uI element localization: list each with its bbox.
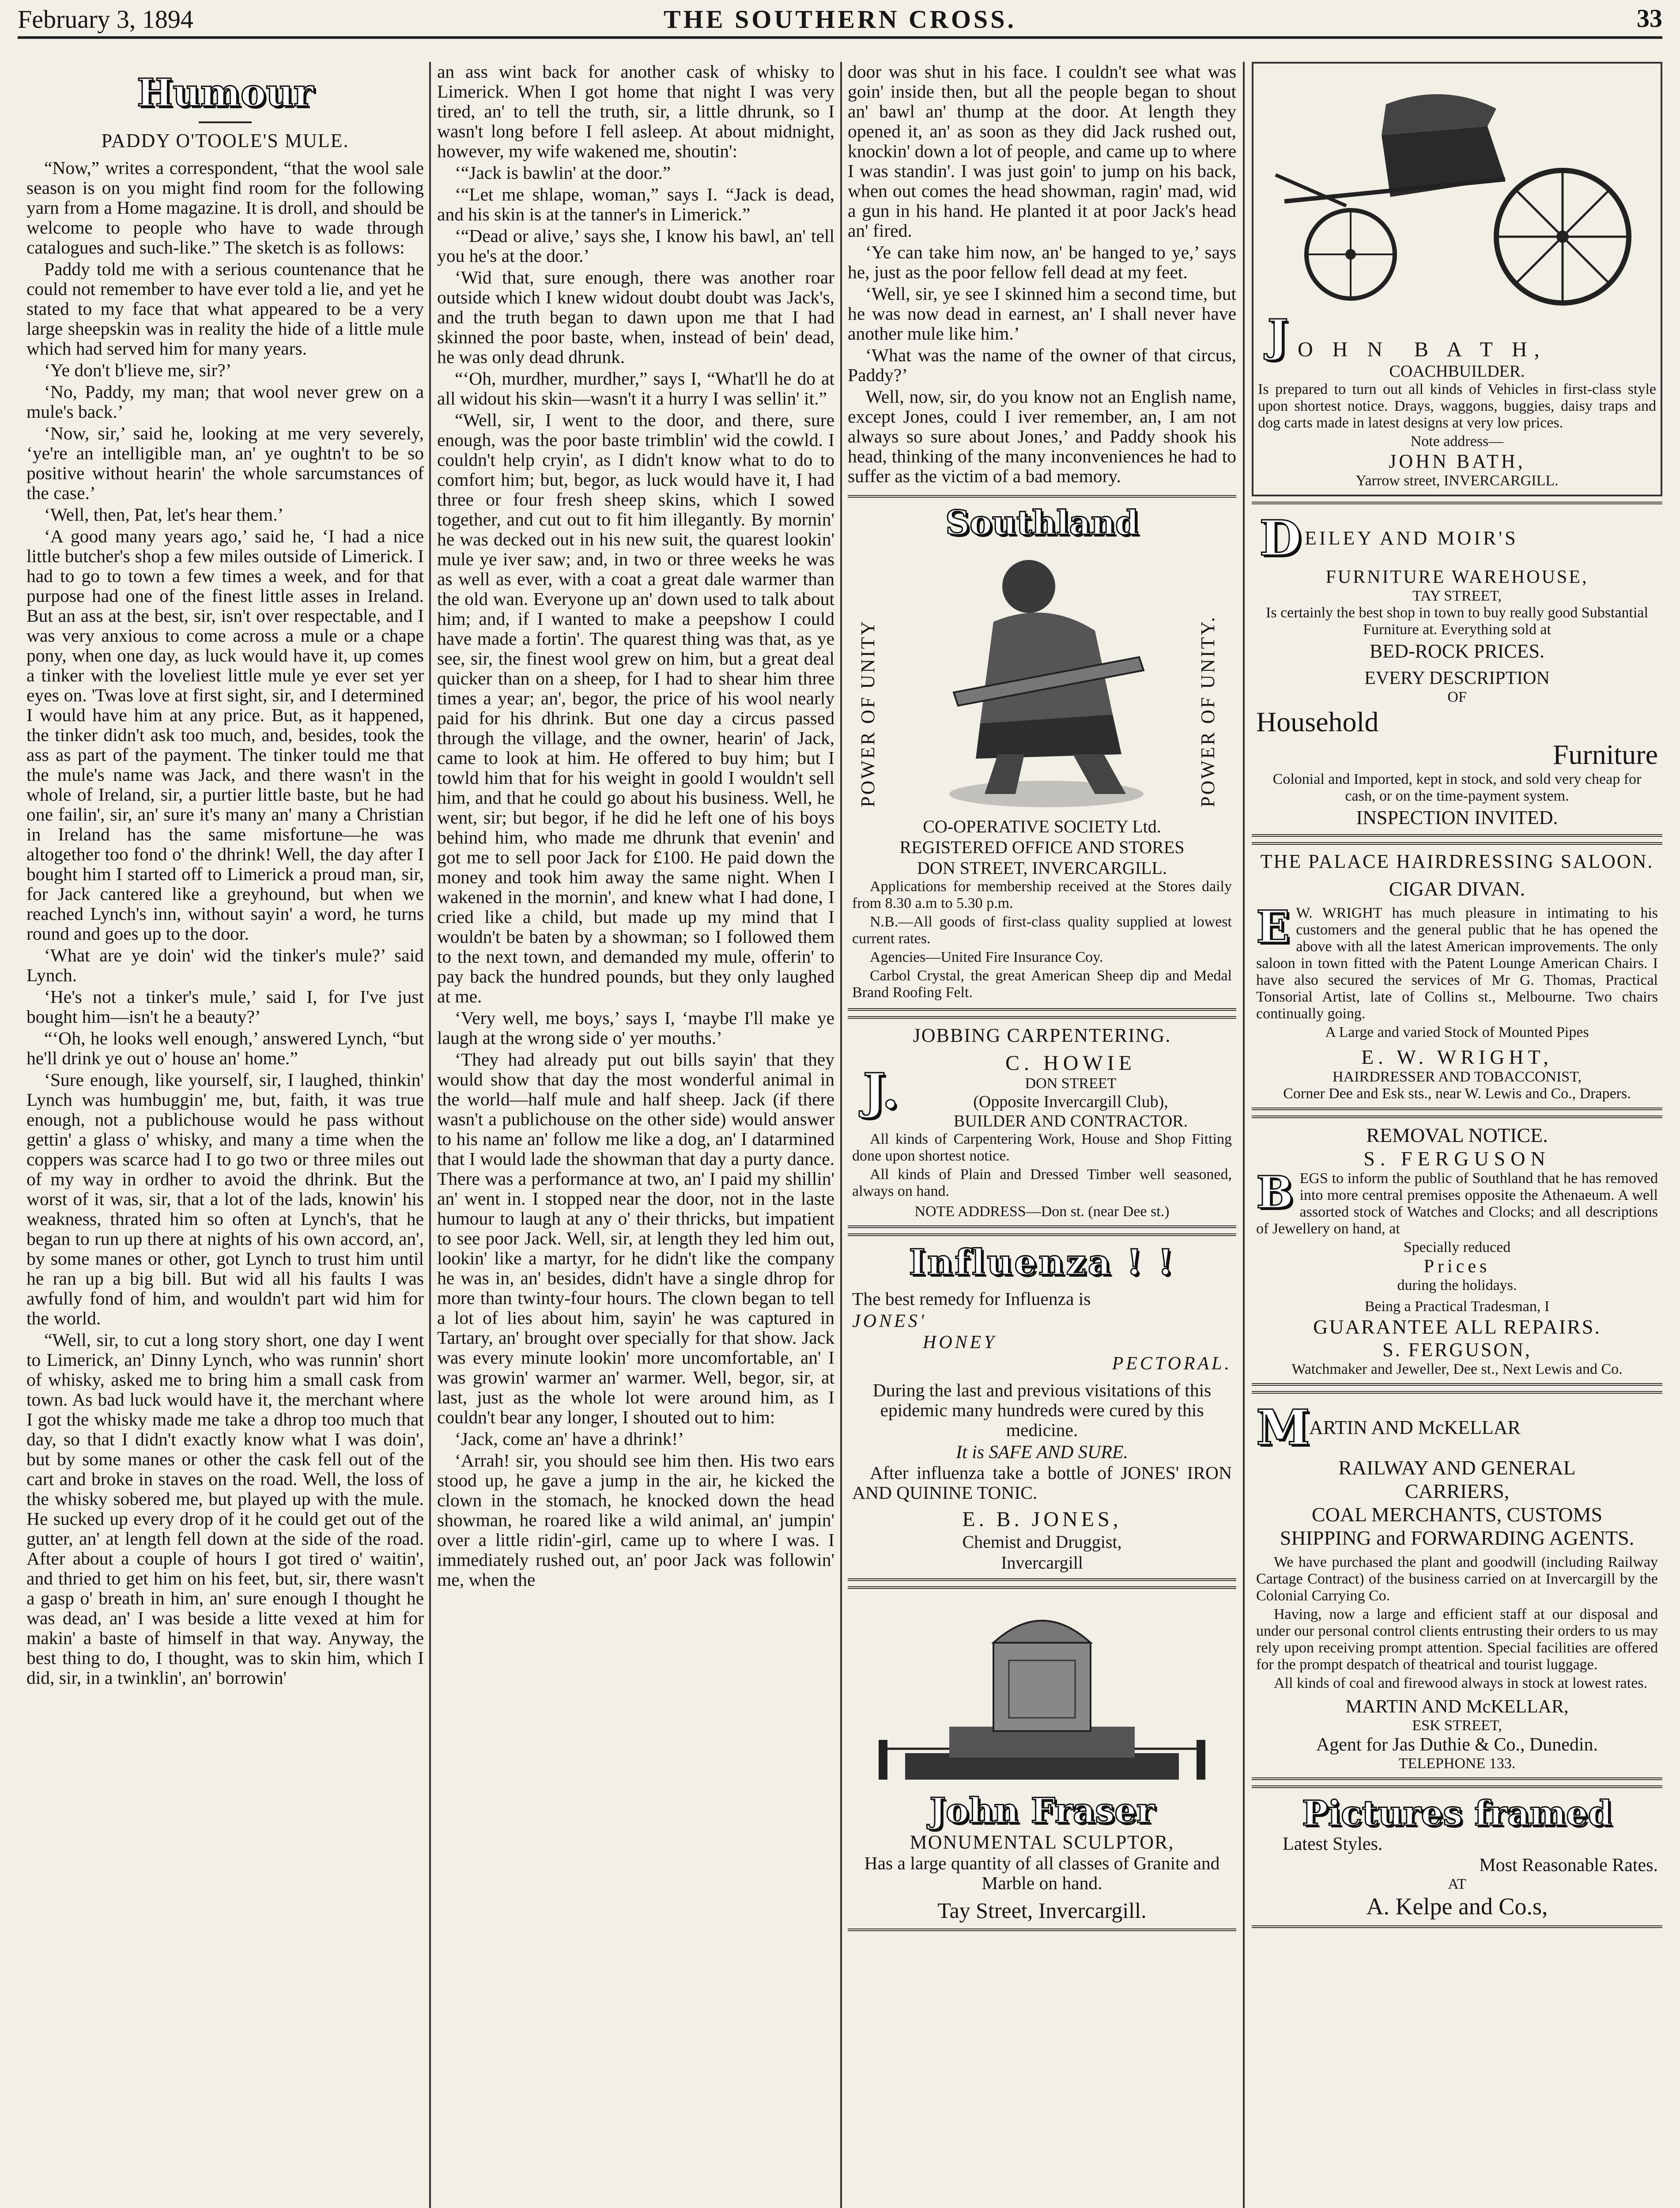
firm-name: A. Kelpe and Co.s,	[1366, 1893, 1548, 1920]
fraser-address: Tay Street, Invercargill.	[937, 1898, 1147, 1923]
deiley-moir-furniture-ad	[1252, 502, 1662, 837]
story-paragraph: ‘Very well, me boys,’ says I, ‘maybe I'll make ye laugh at the wrong side o' yer mouths.’	[437, 1008, 834, 1048]
proprietor-name: E. W. WRIGHT,	[1361, 1046, 1553, 1068]
household-word: Household	[1256, 706, 1379, 737]
ad-text: Applications for membership received at the Stores daily from 8.30 a.m to 5.30 p.m.	[852, 878, 1232, 911]
southland-cooperative-ad	[848, 495, 1236, 1011]
chemist-name: E. B. JONES,	[962, 1508, 1122, 1531]
street: DON STREET	[1025, 1075, 1117, 1092]
address-note: Note address—	[1410, 433, 1504, 450]
masthead	[18, 4, 1662, 39]
story-paragraph: “Now,” writes a correspondent, “that the wool sale season is on you might find room for the following yarn from a Home magazine. It is droll, and should be welcome to people who have to wade through catalogues and such-like.” The sketch is as follows:	[26, 158, 424, 257]
ad-text: The best remedy for Influenza is	[852, 1289, 1091, 1309]
ad-text: W. WRIGHT has much pleasure in intimating to his customers and the general public that he has opened the above with all the latest American improvements. The only saloon in town fitted with the Patent Lounge American Chairs. I have also secured the services of Mr G. Thomas, Practical Tonsorial Artist, late of Collins st., Melbourne. Two chairs continually going.	[1256, 905, 1658, 1022]
issue-date: February 3, 1894	[18, 5, 193, 34]
trade: HAIRDRESSER AND TOBACCONIST,	[1333, 1069, 1582, 1085]
drop-initial: B	[1256, 1166, 1294, 1218]
man-breaking-sticks-illustration	[927, 547, 1166, 812]
holidays-line: during the holidays.	[1397, 1277, 1517, 1293]
story-paragraph: ‘“Jack is bawlin' at the door.”	[455, 163, 671, 183]
street: ESK STREET,	[1412, 1717, 1502, 1734]
story-paragraph: ‘Wid that, sure enough, there was another roar outside which I knew widout doubt doubt was Jack's, and the truth began to dawn upon me that I had skinned the poor baste, when, instead of bein' dead, he was only dead dhrunk.	[437, 267, 834, 367]
column-humour	[26, 62, 424, 2208]
agent-line: Agent for Jas Duthie & Co., Dunedin.	[1316, 1735, 1598, 1755]
drop-initial: D	[1259, 510, 1302, 567]
john-bath-ad	[1252, 62, 1662, 496]
howie-name-block	[852, 1051, 1232, 1131]
trade: COACHBUILDER.	[1389, 362, 1525, 381]
every-description: EVERY DESCRIPTION	[1364, 668, 1550, 688]
ad-text: Agencies—United Fire Insurance Coy.	[870, 949, 1103, 965]
story-paragraph: ‘Ye don't b'lieve me, sir?’	[44, 360, 232, 380]
tradesman-line: Being a Practical Tradesman, I	[1364, 1298, 1550, 1315]
ad-text: Is prepared to turn out all kinds of Vehicles in first-class style upon shortest notice. Drays, waggons, buggies, daisy traps and dog carts made in latest designs at very low prices.	[1258, 381, 1656, 431]
column-story-continued	[437, 62, 834, 2208]
fraser-trade: MONUMENTAL SCULPTOR,	[910, 1831, 1174, 1853]
ad-text: Colonial and Imported, kept in stock, and sold very cheap for cash, or on the time-payment system.	[1272, 771, 1642, 804]
ad-text: During the last and previous visitations of this epidemic many hundreds were cured by this medicine.	[872, 1380, 1212, 1440]
story-paragraph: “Well, sir, to cut a long story short, one day I went to Limerick, an' Dinny Lynch, who was runnin' short of whisky, asked me to bring him a small cask from town. As bad luck would have it, the merchant where I got the whisky made me take a dhrop too much that day, so that I didn't exactly know what I was doin', but by some manes or other the cask fell out of the cart and broke in staves on the road. Well, the loss of the whisky sobered me, but played up with the mule. He sucked up every drop of it he could get out of the gutter, an' at length fell down at the side of the road. After about a couple of hours I got tired o' waitin', and thried to get him on his feet, but, sir, there wasn't a gasp o' breath in him, an' sure enough I thought he was dead, an' I was beside a litte vexed at him for makin' a baste of himself in that way. Anyway, the best thing to do, I thought, was to skin him, which I did, sir, in a twinklin', an' borrowin'	[26, 1330, 424, 1688]
cigar-divan: CIGAR DIVAN.	[1389, 877, 1525, 900]
drop-initial: J.	[863, 1062, 899, 1119]
ad-title: Southland	[945, 503, 1139, 542]
location-note: (Opposite Invercargill Club),	[973, 1093, 1168, 1111]
firm-title: FURNITURE WAREHOUSE,	[1325, 567, 1589, 587]
at-line: AT	[1448, 1876, 1466, 1892]
society-name: CO-OPERATIVE SOCIETY Ltd.	[923, 817, 1161, 836]
story-paragraph: ‘Sure enough, like yourself, sir, I laughed, thinkin' Lynch was humbuggin' me, but, faith, it was true enough, not a publichouse would he pass without gettin' a glass o' whisky, and many a time when the coppers was scarce had I to go two or three miles out of my way in ordher to avoid the dhrink. But the worst of it was, sir, that a lot of the lads, knowin' his weakness, thrated him so often at Lynch's, that he began to run up there at nights of his own accord, an', by some manes or other, got Lynch to trust him until he ran up a big bill. But wid all his faults I was awfully fond of him, and wouldn't part wid him for the world.	[26, 1070, 424, 1328]
martin-name-row	[1256, 1399, 1658, 1456]
brand-jones: JONES'	[852, 1311, 927, 1331]
drop-initial: M	[1256, 1399, 1310, 1456]
carriage-illustration	[1258, 69, 1655, 307]
martin-mckellar-ad	[1252, 1391, 1662, 1780]
fraser-sculptor-ad	[848, 1586, 1236, 1931]
column-rule	[840, 62, 842, 2208]
howie-details	[910, 1051, 1232, 1131]
story-paragraph: ‘What was the name of the owner of that circus, Paddy?’	[848, 345, 1236, 385]
address-note: NOTE ADDRESS—Don st. (near Dee st.)	[914, 1203, 1170, 1220]
ad-text: Is certainly the best shop in town to buy really good Substantial Furniture at. Everything sold at	[1266, 605, 1648, 638]
ad-text: Has a large quantity of all classes of Granite and Marble on hand.	[864, 1853, 1220, 1893]
story-paragraph: ‘Well, sir, ye see I skinned him a second time, but he was now dead in earnest, an' I shall never have another mule like him.’	[848, 284, 1236, 344]
firm-name: EILEY AND MOIR'S	[1305, 527, 1518, 549]
howie-carpentering-ad	[848, 1016, 1236, 1228]
story-paragraph: ‘Well, then, Pat, let's hear them.’	[44, 504, 284, 525]
paper-title: THE SOUTHERN CROSS.	[664, 5, 1016, 34]
firm-line: RAILWAY AND GENERAL	[1338, 1456, 1576, 1479]
column-rule	[1243, 62, 1245, 2208]
ad-text: N.B.—All goods of first-class quality supplied at lowest current rates.	[852, 914, 1232, 947]
guarantee-line: GUARANTEE ALL REPAIRS.	[1313, 1316, 1601, 1338]
deiley-name-row	[1256, 510, 1658, 567]
brand-honey: HONEY	[923, 1332, 997, 1353]
story-paragraph: ‘Arrah! sir, you should see him then. His two ears stood up, he gave a jump in the air, he kicked the clown in the stomach, he knocked down the head showman, he roared like a wild animal, an' jumpin' over a little ridin'-girl, came up to where I was. I immediately rushed out, an' poor Jack was followin' me, when the	[437, 1450, 834, 1590]
column-rule	[429, 62, 431, 2208]
ad-text: We have purchased the plant and goodwill (including Railway Cartage Contract) of the business carried on at Invercargill by the Colonial Carrying Co.	[1256, 1554, 1658, 1604]
ad-title: Pictures framed	[1302, 1793, 1612, 1834]
side-motto-left: POWER OF UNITY	[857, 619, 879, 807]
telephone: TELEPHONE 133.	[1398, 1755, 1516, 1772]
story-paragraph: ‘“Let me shlape, woman,” says I. “Jack is dead, and his skin is at the tanner's in Limerick.”	[437, 184, 834, 224]
society-address: DON STREET, INVERCARGILL.	[917, 858, 1167, 878]
story-paragraph: ‘“Dead or alive,’ says she, I know his bawl, an' tell you he's at the door.’	[437, 226, 834, 266]
ad-text: After influenza take a bottle of JONES' IRON AND QUININE TONIC.	[852, 1463, 1232, 1503]
chemist-town: Invercargill	[1001, 1553, 1083, 1573]
proprietor-name-repeat: JOHN BATH,	[1389, 450, 1525, 472]
furniture-word: Furniture	[1552, 739, 1658, 770]
pictures-framed-ad	[1252, 1785, 1662, 1928]
ad-title: John Fraser	[929, 1791, 1155, 1831]
firm-line: CARRIERS,	[1404, 1480, 1510, 1502]
chemist-trade: Chemist and Druggist,	[962, 1532, 1122, 1552]
prices-line: BED-ROCK PRICES.	[1369, 640, 1545, 662]
story-title: PADDY O'TOOLE'S MULE.	[101, 130, 349, 151]
firm-line: SHIPPING and FORWARDING AGENTS.	[1280, 1527, 1635, 1549]
ad-text: All kinds of Carpentering Work, House and Shop Fitting done upon shortest notice.	[852, 1131, 1232, 1164]
special-line: Specially reduced	[1403, 1239, 1511, 1255]
pipes-line: A Large and varied Stock of Mounted Pipes	[1325, 1024, 1589, 1040]
prices-word: Prices	[1423, 1256, 1491, 1277]
brand-pectoral: PECTORAL.	[1112, 1354, 1232, 1374]
styles-line: Latest Styles.	[1283, 1834, 1383, 1854]
story-paragraph: ‘They had already put out bills sayin' that they would show that day the most wonderful animal in the world—half mule and half sheep. Jack (if there wasn't a publichouse on the other side) would answer to his name an' follow me like a dog, an' I datarmined that I would lade the showman that day a purty dance. There was a performance at two, an' I paid my shillin' an' went in. I stopped near the door, not in the laste humour to laugh at any o' their thricks, but impatient to see poor Jack. Well, sir, at length they led him out, lookin' like a martyr, for he didn't like the company he was in, an' besides, didn't have a single dhrop for more than twinty-four hours. The clown began to tell a lot of lies about him, sayin' he was captured in Tartary, an' brought over specially for that show. Jack was every minute lookin' more uncomfortable, an' I was growin' warmer an' warmer. Well, begor, sir, at last, just as the whole lot were around him, as I couldn't bear any longer, I shouted out to him:	[437, 1049, 834, 1427]
ad-title: Influenza ! !	[909, 1241, 1175, 1283]
bath-name-row	[1258, 310, 1656, 362]
palace-hairdressing-ad	[1252, 842, 1662, 1110]
proprietor-name: O H N B A T H,	[1298, 338, 1547, 361]
ferguson-removal-ad	[1252, 1115, 1662, 1386]
illustration-panel	[852, 542, 1232, 816]
story-paragraph: door was shut in his face. I couldn't see what was goin' inside then, but all the people began to shout an' bawl an' thump at the door. At length they opened it, an' as soon as they did Jack rushed out, knockin' down a lot of people, and came up to where I was standin'. I was just goin' to jump on his back, when out comes the head showman, ragin' mad, wid a gun in his hand. He planted it at poor Jack's head an' fired.	[848, 62, 1236, 241]
firm-line: COAL MERCHANTS, CUSTOMS	[1311, 1503, 1603, 1526]
side-motto-right: POWER OF UNITY.	[1197, 615, 1219, 807]
story-paragraph: Well, now, sir, do you know not an English name, except Jones, could I iver remember, an, I am not always so sure about Jones,’ and Paddy shook his head, thinking of the many inconveniences he had to suffer as the victim of a bad memory.	[848, 386, 1236, 486]
story-paragraph: ‘Jack, come an' have a dhrink!’	[455, 1429, 684, 1449]
ad-text: Carbol Crystal, the great American Sheep dip and Medal Brand Roofing Felt.	[852, 968, 1232, 1001]
inspection-line: INSPECTION INVITED.	[1356, 807, 1558, 828]
ad-text: Having, now a large and efficient staff at our disposal and under our personal control clients entrusting their orders to us may rely upon receiving prompt attention. Special facilities are offered for the prompt despatch of theatrical and tourist luggage.	[1256, 1606, 1658, 1673]
of-line: OF	[1447, 689, 1467, 705]
influenza-remedy-ad	[848, 1233, 1236, 1581]
proprietor-name: S. FERGUSON	[1363, 1147, 1551, 1170]
divider	[199, 121, 252, 123]
story-paragraph: ‘Ye can take him now, an' be hanged to ye,’ says he, just as the poor fellow fell dead at my feet.	[848, 242, 1236, 282]
story-paragraph: ‘No, Paddy, my man; that wool never grew on a mule's back.’	[26, 382, 424, 422]
monument-illustration	[852, 1594, 1232, 1788]
street: TAY STREET,	[1412, 588, 1502, 604]
ad-text: EGS to inform the public of Southland that he has removed into more central premises opposite the Athenaeum. A well assorted stock of Watches and Clocks; and all descriptions of Jewellery on hand, at	[1256, 1170, 1658, 1237]
drop-initial: J	[1267, 310, 1288, 362]
saloon-title: THE PALACE HAIRDRESSING SALOON.	[1260, 851, 1654, 872]
registered-office: REGISTERED OFFICE AND STORES	[899, 837, 1185, 857]
story-paragraph: ‘What are ye doin' wid the tinker's mule?’ said Lynch.	[26, 945, 424, 985]
story-paragraph: ‘Now, sir,’ said he, looking at me very severely, ‘ye're an intelligible man, an' ye oughtn't to be so positive without hearin' the whole sarcumstances of the case.’	[26, 423, 424, 503]
ad-text: All kinds of Plain and Dressed Timber well seasoned, always on hand.	[852, 1166, 1232, 1199]
story-paragraph: Paddy told me with a serious countenance that he could not remember to have ever told a lie, and yet he stated to my face that what appeared to be a very large sheepskin was in reality the hide of a little mule which had served him for many years.	[26, 259, 424, 359]
section-title: Humour	[137, 71, 313, 115]
story-paragraph: “Well, sir, I went to the door, and there, sure enough, was the poor baste trimblin' wid the cowld. I couldn't help cryin', as I didn't know what to do to comfort him; but, begor, as luck would have it, I had three or four fresh sheep skins, which I sowed together, and cut out to fit him illegantly. By mornin' he was decked out in his new suit, the quarest lookin' mule ye iver saw; and, in two or three weeks he was as well as ever, with a coat a great dale warmer than the old wan. Everyone up an' down used to talk about him; and, if I wanted to make a peepshow I could have made a fortin'. The quarest thing was that, as ye see, sir, the finest wool grew on him, but a great deal quicker than on a sheep, for I had to shear him three times a year; an', begor, the price of his wool nearly paid for his dhrink. But one day a circus passed through the village, and the owner, hearin' of Jack, came to look at him. He offered to buy him; but I towld him that for his weight in goold I wouldn't sell him, and that he could go about his business. Well, he went, sir; but begor, if he did he left one of his boys behind him, who made me dhrunk that evenin' and got me to sell poor Jack for £100. He paid down the money and took him away the same night. When I wakened in the mornin', and knew what I had done, I cried like a child, but made up my mind that I wouldn't be baten by a showman; so I followed them to the next town, and demanded my mule, offerin' to pay back the hundred pounds, but they only laughed at me.	[437, 410, 834, 1006]
safe-line: It is SAFE AND SURE.	[955, 1442, 1129, 1463]
ad-heading: JOBBING CARPENTERING.	[913, 1025, 1171, 1046]
removal-heading: REMOVAL NOTICE.	[1366, 1124, 1548, 1146]
ad-text: All kinds of coal and firewood always in stock at lowest rates.	[1274, 1675, 1648, 1691]
address: Corner Dee and Esk sts., near W. Lewis and Co., Drapers.	[1283, 1085, 1631, 1102]
story-paragraph: an ass wint back for another cask of whisky to Limerick. When I got home that night I was very tired, an' to tell the truth, sir, a little dhrunk, so I wasn't long before I fell asleep. At about midnight, however, my wife wakened me, shoutin':	[437, 62, 834, 161]
firm-name-repeat: MARTIN AND McKELLAR,	[1345, 1697, 1569, 1717]
story-paragraph: “‘Oh, murdher, murdher,” says I, “What'll he do at all widout his skin—wasn't it a hurry I was sellin' it.”	[437, 368, 834, 408]
drop-initial: E	[1256, 901, 1290, 953]
street: Yarrow street, INVERCARGILL.	[1355, 473, 1559, 489]
story-paragraph: ‘He's not a tinker's mule,’ said I, for I've just bought him—isn't he a beauty?’	[26, 987, 424, 1027]
firm-name: ARTIN AND McKELLAR	[1309, 1417, 1521, 1438]
page-number: 33	[1637, 4, 1662, 33]
story-paragraph: “‘Oh, he looks well enough,’ answered Lynch, “but he'll drink ye out o' house an' home.”	[26, 1028, 424, 1068]
address: Watchmaker and Jeweller, Dee st., Next Lewis and Co.	[1291, 1361, 1623, 1377]
rates-line: Most Reasonable Rates.	[1479, 1855, 1658, 1875]
proprietor-name: C. HOWIE	[1005, 1051, 1136, 1075]
trade: BUILDER AND CONTRACTOR.	[953, 1112, 1188, 1130]
column-advertisements	[1252, 62, 1662, 2208]
column-story-end-and-ads	[848, 62, 1236, 2208]
story-paragraph: ‘A good many years ago,’ said he, ‘I had a nice little butcher's shop a few miles outside of Limerick. I had to go to town a few times a week, and for that purpose had one of the finest little asses in Ireland. But an ass at the best, sir, isn't over respectable, and I was very anxious to come across a mule or a chape pony, when one day, as luck would have it, up comes a tinker with the loveliest little mule ye ever set yer eyes on. 'Twas love at first sight, sir, and I determined I would have him at any price. But, as it happened, the tinker didn't ask too much, and, besides, took the ass as part of the payment. The tinker tould me that the mule's name was Jack, and there wasn't in the whole of Ireland, sir, a purtier little baste, but he had one failin', sir, an' sure it's many an' many a Christian in Ireland has the same misfortune—he was altogether too fond o' the dhrink! Well, the day after I bought him I started off to Limerick a proud man, sir, for Jack cantered like a greyhound, but when we reached Lynch's inn, without sayin' a word, he turns round and goes up to the door.	[26, 526, 424, 944]
proprietor-name-repeat: S. FERGUSON,	[1382, 1339, 1532, 1361]
